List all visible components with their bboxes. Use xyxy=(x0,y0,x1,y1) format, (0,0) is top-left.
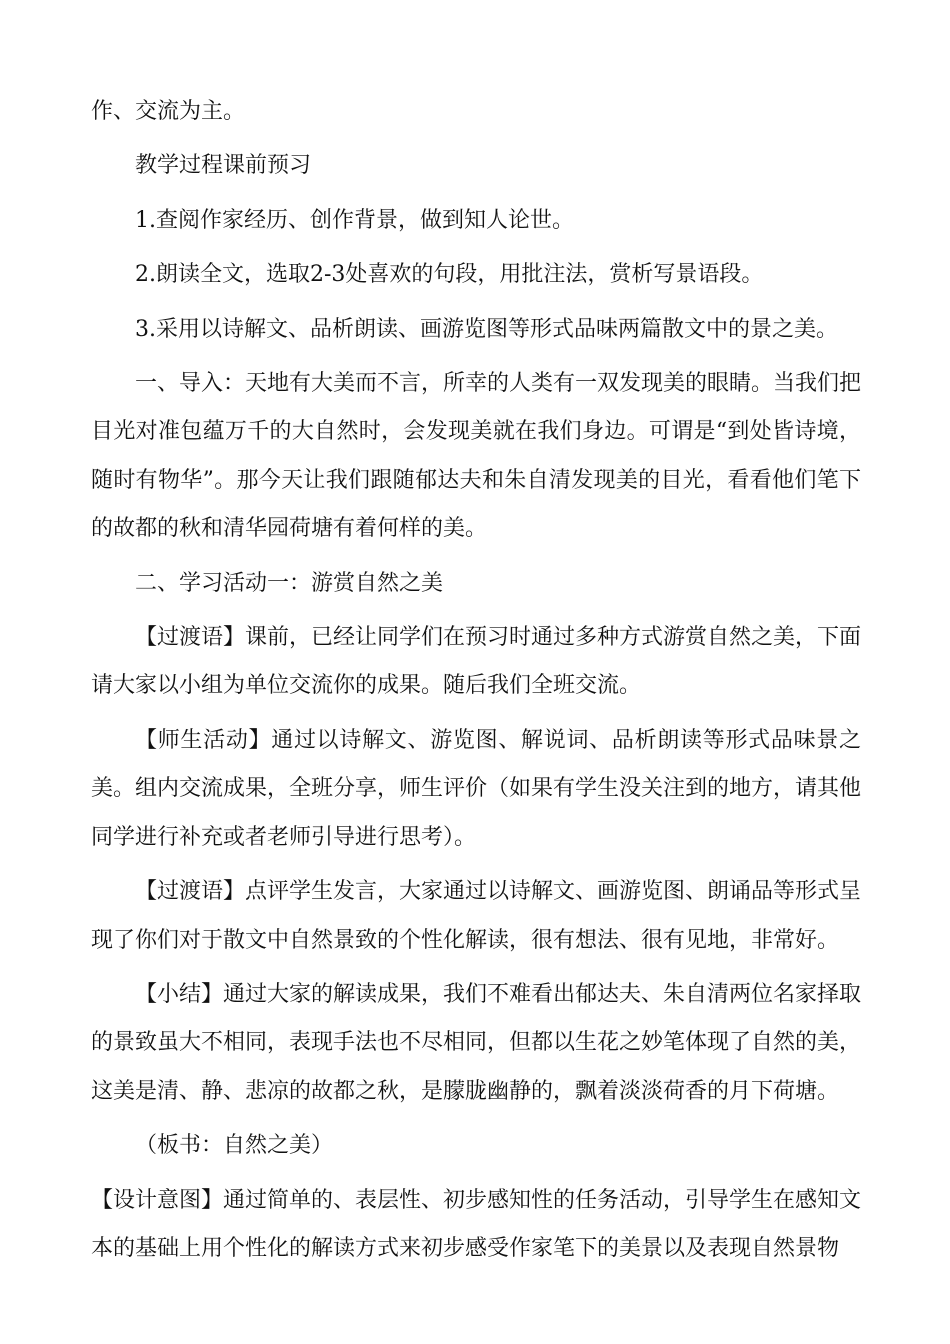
paragraph-teacher-student-activity: 【师生活动】通过以诗解文、游览图、解说词、品析朗读等形式品味景之美。组内交流成果，全班分享，师生评价（如果有学生没关注到的地方，请其他同学进行补充或者老师引导进行思考）。 xyxy=(91,727,862,850)
paragraph-design-intent: 【设计意图】通过简单的、表层性、初步感知性的任务活动，引导学生在感知文本的基础上用个性化的解读方式来初步感受作家笔下的美景以及表现自然景物 xyxy=(91,1187,862,1261)
paragraph-preview-item-3: 3.采用以诗解文、品析朗读、画游览图等形式品味两篇散文中的景之美。 xyxy=(135,316,838,342)
paragraph-introduction: 一、导入：天地有大美而不言，所幸的人类有一双发现美的眼睛。当我们把目光对准包蕴万千的大自然时，会发现美就在我们身边。可谓是“到处皆诗境，随时有物华”。那今天让我们跟随郁达夫和朱自清发现美的目光，看看他们笔下的故都的秋和清华园荷塘有着何样的美。 xyxy=(91,371,862,542)
paragraph-transition-2: 【过渡语】点评学生发言，大家通过以诗解文、画游览图、朗诵品等形式呈现了你们对于散文中自然景致的个性化解读，很有想法、很有见地，非常好。 xyxy=(91,879,862,953)
paragraph-continuation: 作、交流为主。 xyxy=(91,99,246,124)
paragraph-summary: 【小结】通过大家的解读成果，我们不难看出郁达夫、朱自清两位名家择取的景致虽大不相同，表现手法也不尽相同，但都以生花之妙笔体现了自然的美，这美是清、静、悲凉的故都之秋，是朦胧幽静的，飘着淡淡荷香的月下荷塘。 xyxy=(91,981,862,1104)
paragraph-board-note: （板书：自然之美） xyxy=(135,1133,334,1159)
paragraph-preview-item-2: 2.朗读全文，选取2-3处喜欢的句段，用批注法，赏析写景语段。 xyxy=(135,262,764,288)
paragraph-preview-item-1: 1.查阅作家经历、创作背景，做到知人论世。 xyxy=(135,207,574,233)
paragraph-activity-heading: 二、学习活动一：游赏自然之美 xyxy=(135,570,444,596)
paragraph-preview-heading: 教学过程课前预习 xyxy=(135,153,312,179)
paragraph-transition-1: 【过渡语】课前，已经让同学们在预习时通过多种方式游赏自然之美，下面请大家以小组为单位交流你的成果。随后我们全班交流。 xyxy=(91,625,862,699)
body-text xyxy=(91,88,861,1273)
